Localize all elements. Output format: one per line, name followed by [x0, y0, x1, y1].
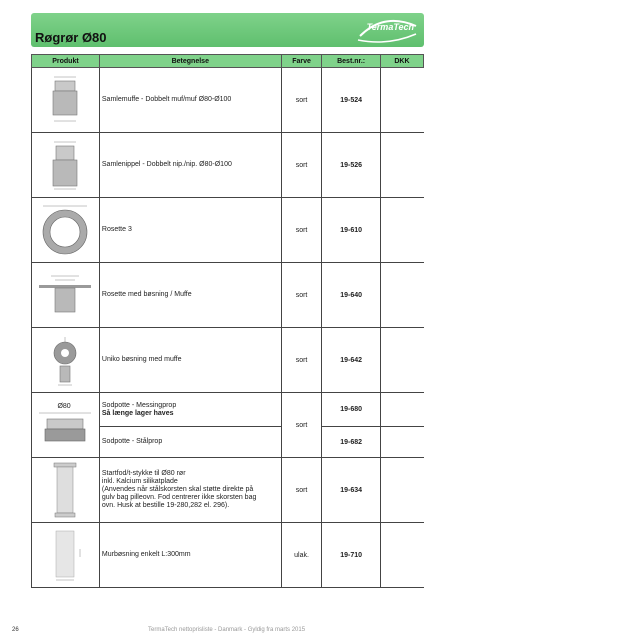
row-color: sort	[281, 198, 322, 263]
row-item-number: 19-710	[322, 523, 381, 588]
row-price	[380, 198, 423, 263]
section-title: Røgrør Ø80	[35, 30, 107, 45]
dimension-label: Ø80	[57, 403, 71, 410]
product-image-cell	[32, 198, 100, 263]
table-row	[32, 263, 424, 328]
table-row	[32, 133, 424, 198]
row-color: sort	[281, 68, 322, 133]
col-dkk: DKK	[380, 55, 423, 68]
row-item-number: 19-642	[322, 328, 381, 393]
row-description: Rosette 3	[99, 198, 281, 263]
row-price	[380, 458, 423, 523]
row-item-number: 19-682	[322, 427, 381, 458]
row-color: sort	[281, 133, 322, 198]
row-price	[380, 328, 423, 393]
row-price	[380, 133, 423, 198]
row-color: sort	[281, 328, 322, 393]
rosette-drawing	[37, 202, 93, 258]
row-item-number: 19-610	[322, 198, 381, 263]
row-price	[380, 68, 423, 133]
row-color: sort	[281, 393, 322, 458]
uniko-bushing-drawing	[40, 333, 90, 388]
row-description-note: Så længe lager haves	[101, 409, 174, 417]
row-description: Uniko bøsning med muffe	[99, 328, 281, 393]
row-description: Samlemuffe - Dobbelt muf/muf Ø80-Ø100	[99, 68, 281, 133]
col-farve: Farve	[281, 55, 322, 68]
row-description: Samlenippel - Dobbelt nip./nip. Ø80-Ø100	[99, 133, 281, 198]
row-description-line: (Anvendes når stålskorsten skal støtte direkte på	[101, 486, 254, 493]
table-header-row	[32, 55, 424, 68]
row-price	[380, 427, 423, 458]
product-image-cell	[32, 458, 100, 523]
row-description-line: inkl. Kalcium silikatplade	[101, 478, 178, 485]
product-image-cell	[32, 133, 100, 198]
soot-pot-drawing	[35, 397, 95, 453]
row-price	[380, 263, 423, 328]
table-row	[32, 328, 424, 393]
product-image-cell	[32, 263, 100, 328]
product-image-cell	[32, 328, 100, 393]
row-description: Sodpotte - Stålprop	[99, 427, 281, 458]
row-description-line: Startfod/t-stykke til Ø80 rør	[101, 470, 186, 477]
row-description-line: Sodpotte - Messingprop	[101, 401, 177, 409]
row-item-number: 19-640	[322, 263, 381, 328]
table-row	[32, 523, 424, 588]
row-color: sort	[281, 458, 322, 523]
product-table	[31, 54, 424, 588]
table-row	[32, 393, 424, 427]
col-bestnr: Best.nr.:	[322, 55, 381, 68]
start-foot-drawing	[40, 460, 90, 520]
table-row	[32, 458, 424, 523]
termatech-logo	[354, 16, 420, 44]
section-header	[31, 13, 424, 47]
row-price	[380, 523, 423, 588]
row-description-line: gulv bag pilleovn. Fod centrerer ikke skorsten bag	[101, 494, 257, 501]
rosette-with-bushing-drawing	[35, 270, 95, 320]
col-betegnelse: Betegnelse	[99, 55, 281, 68]
row-price	[380, 393, 423, 427]
page-number: 26	[12, 627, 19, 633]
logo-text: TermaTech	[366, 22, 414, 32]
pipe-nipple-drawing	[40, 138, 90, 193]
row-description-line: ovn. Husk at bestille 19-280,282 el. 296).	[101, 502, 230, 509]
pipe-sleeve-drawing	[40, 73, 90, 128]
row-color: sort	[281, 263, 322, 328]
row-description: Murbøsning enkelt L:300mm	[99, 523, 281, 588]
row-description	[99, 458, 281, 523]
row-description: Rosette med bøsning / Muffe	[99, 263, 281, 328]
row-item-number: 19-634	[322, 458, 381, 523]
row-item-number: 19-524	[322, 68, 381, 133]
table-row	[32, 198, 424, 263]
product-image-cell	[32, 393, 100, 458]
row-description	[99, 393, 281, 427]
footer-text: TermaTech nettoprisliste - Danmark - Gyldig fra marts 2015	[148, 627, 306, 633]
row-item-number: 19-680	[322, 393, 381, 427]
product-image-cell	[32, 523, 100, 588]
wall-bushing-drawing	[40, 527, 90, 583]
col-produkt: Produkt	[32, 55, 100, 68]
table-row	[32, 68, 424, 133]
row-item-number: 19-526	[322, 133, 381, 198]
product-image-cell	[32, 68, 100, 133]
row-color: ulak.	[281, 523, 322, 588]
